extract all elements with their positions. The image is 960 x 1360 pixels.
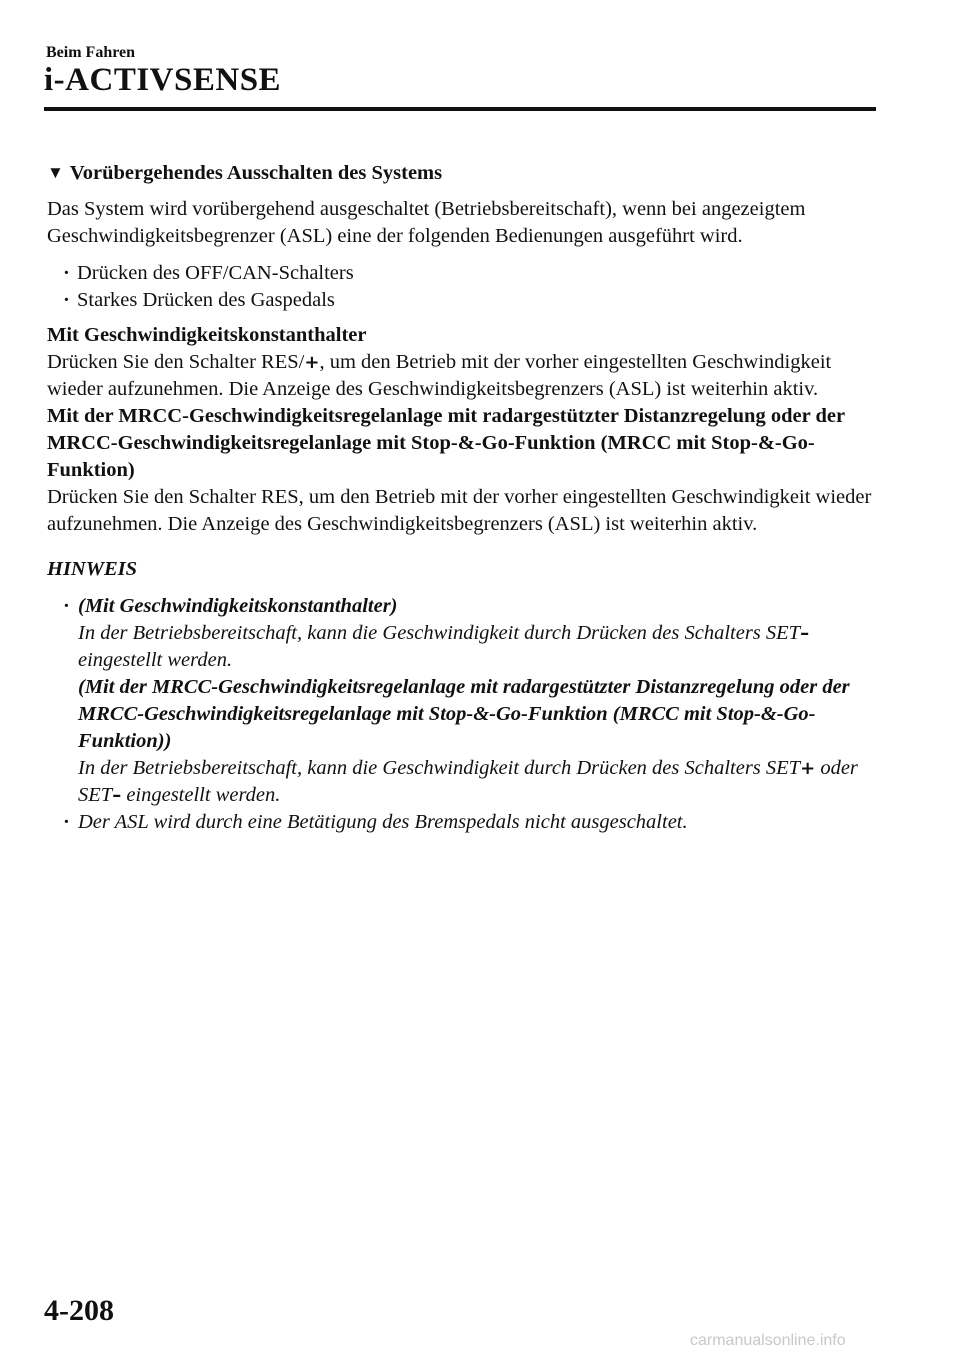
list-item: · Der ASL wird durch eine Betätigung des Bremspedals nicht ausgeschaltet. (63, 809, 877, 836)
main-content (47, 160, 877, 836)
page-number: 4-208 (44, 1294, 114, 1327)
note-list (47, 593, 877, 836)
cruise-control-subsection (47, 322, 877, 403)
note-block (47, 556, 877, 836)
plus-icon: + (800, 758, 816, 779)
minus-icon: – (112, 785, 122, 806)
page-title: i-ACTIVSENSE (44, 62, 282, 98)
subsection-text: Drücken Sie den Schalter RES, um den Betrieb mit der vorher eingestellten Geschwindigkeit wieder aufzunehmen. Die Anzeige des Geschwindigkeitsbegrenzers (ASL) ist weiterhin aktiv. (47, 486, 872, 535)
condition-list (47, 260, 877, 314)
subsection-heading: Mit Geschwindigkeitskonstanthalter (47, 324, 367, 346)
list-item: · (Mit Geschwindigkeitskonstanthalter) In der Betriebsbereitschaft, kann die Geschwindigkeit durch Drücken des Schalters SET– eingestellt werden. (Mit der MRCC-Geschwindigkeitsregelanlage mit radargestützter Distanzregelung oder der MRCC-Geschwindigkeitsregelanlage mit Stop-&-Go-Funktion (MRCC mit Stop-&-Go-Funktion)) In der Betriebsbereitschaft, kann die Geschwindigkeit durch Drücken des Schalters SET+ oder SET– eingestellt werden. (63, 593, 877, 809)
list-item: · Starkes Drücken des Gaspedals (63, 287, 877, 314)
intro-paragraph: Das System wird vorübergehend ausgeschaltet (Betriebsbereitschaft), wenn bei angezeigtem Geschwindigkeitsbegrenzer (ASL) eine der folgenden Bedienungen ausgeführt wird. (47, 198, 806, 247)
minus-icon: – (800, 623, 810, 644)
note-heading: HINWEIS (47, 558, 138, 580)
list-item: · Drücken des OFF/CAN-Schalters (63, 260, 877, 287)
watermark: carmanualsonline.info (690, 1332, 846, 1349)
section-heading: ▼ Vorübergehendes Ausschalten des Systems (47, 160, 877, 187)
chapter-label: Beim Fahren (46, 44, 136, 61)
subsection-text: Drücken Sie den Schalter RES/+, um den Betrieb mit der vorher eingestellten Geschwindigkeit wieder aufzunehmen. Die Anzeige des Geschwindigkeitsbegrenzers (ASL) ist weiterhin aktiv. (47, 351, 832, 400)
header-divider (44, 107, 876, 111)
mrcc-subsection (47, 403, 877, 538)
subsection-heading: Mit der MRCC-Geschwindigkeitsregelanlage mit radargestützter Distanzregelung oder der MRCC-Geschwindigkeitsregelanlage mit Stop-&-Go-Funktion (MRCC mit Stop-&-Go-Funktion) (47, 405, 845, 481)
triangle-down-icon: ▼ (47, 163, 64, 182)
plus-icon: + (304, 352, 320, 373)
